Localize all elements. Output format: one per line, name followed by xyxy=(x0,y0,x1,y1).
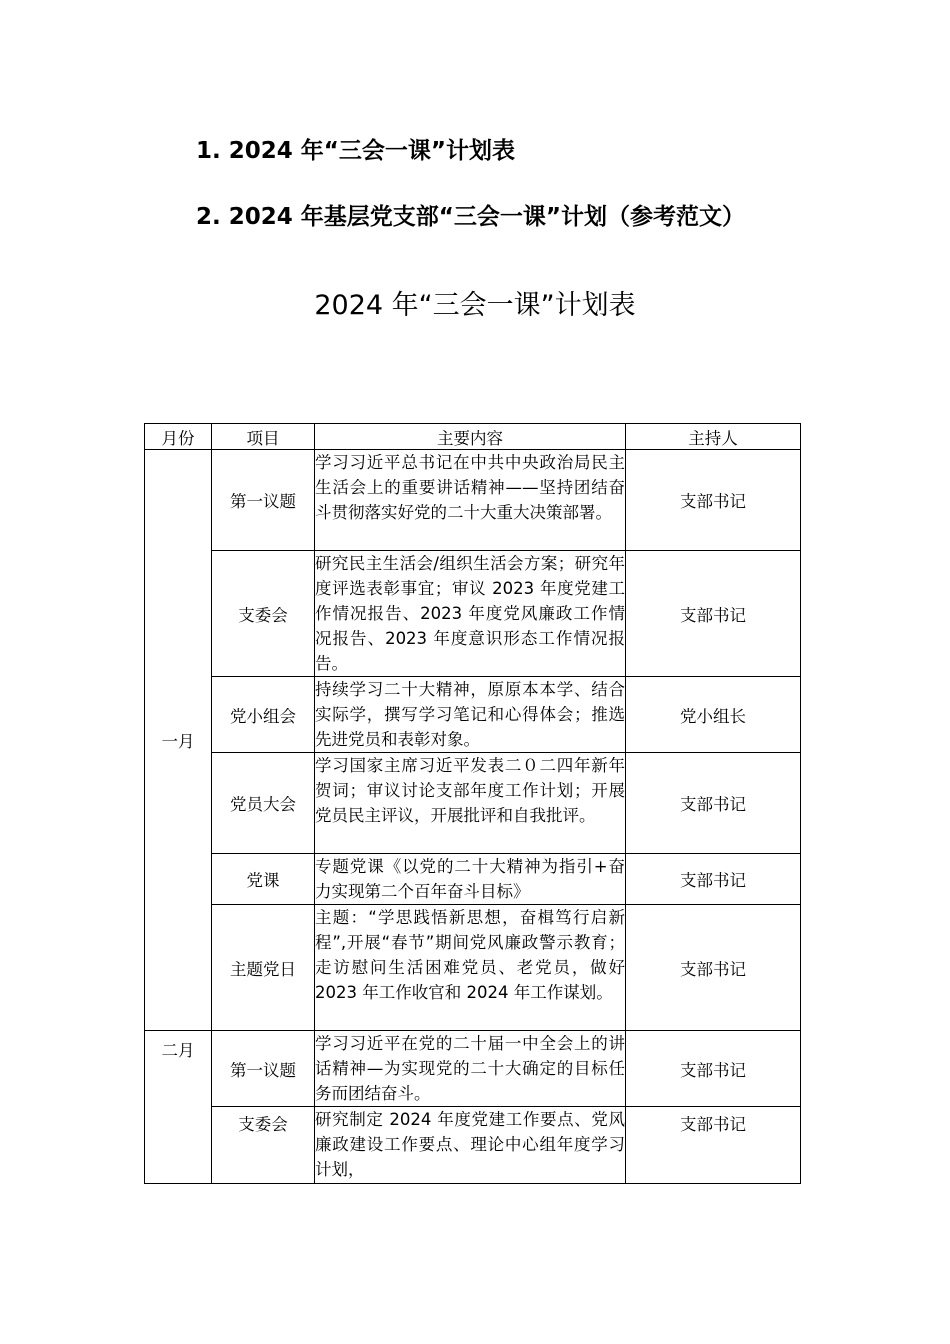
item-cell: 支委会 xyxy=(212,1107,315,1184)
table-row xyxy=(145,1107,801,1184)
item-cell: 支委会 xyxy=(212,551,315,677)
host-cell: 党小组长 xyxy=(626,677,801,753)
content-cell: 学习习近平在党的二十届一中全会上的讲话精神—为实现党的二十大确定的目标任务而团结奋斗。 xyxy=(315,1031,626,1107)
toc-entry-2[interactable]: 2. 2024 年基层党支部“三会一课”计划（参考范文） xyxy=(196,204,746,230)
content-cell: 专题党课《以党的二十大精神为指引+奋力实现第二个百年奋斗目标》 xyxy=(315,854,626,905)
host-cell: 支部书记 xyxy=(626,905,801,1031)
table-row xyxy=(145,551,801,677)
content-cell: 主题：“学思践悟新思想，奋楫笃行启新程”,开展“春节”期间党风廉政警示教育；走访慰问生活困难党员、老党员，做好 2023 年工作收官和 2024 年工作谋划。 xyxy=(315,905,626,1031)
table-row xyxy=(145,1031,801,1107)
plan-table xyxy=(144,423,801,1184)
host-cell: 支部书记 xyxy=(626,450,801,551)
item-cell: 第一议题 xyxy=(212,450,315,551)
item-cell: 党课 xyxy=(212,854,315,905)
table-row xyxy=(145,450,801,551)
host-cell: 支部书记 xyxy=(626,854,801,905)
table-row xyxy=(145,905,801,1031)
toc-entry-1[interactable]: 1. 2024 年“三会一课”计划表 xyxy=(196,138,516,164)
page-title: 2024 年“三会一课”计划表 xyxy=(314,290,636,321)
header-month: 月份 xyxy=(145,424,212,450)
item-cell: 党员大会 xyxy=(212,753,315,854)
table-header-row xyxy=(145,424,801,450)
host-cell: 支部书记 xyxy=(626,753,801,854)
month-cell-february: 二月 xyxy=(145,1031,212,1184)
host-cell: 支部书记 xyxy=(626,551,801,677)
table-row xyxy=(145,854,801,905)
header-content: 主要内容 xyxy=(315,424,626,450)
content-cell: 学习国家主席习近平发表二０二四年新年贺词；审议讨论支部年度工作计划；开展党员民主评议，开展批评和自我批评。 xyxy=(315,753,626,854)
host-cell: 支部书记 xyxy=(626,1031,801,1107)
content-cell: 持续学习二十大精神，原原本本学、结合实际学，撰写学习笔记和心得体会；推选先进党员和表彰对象。 xyxy=(315,677,626,753)
table-row xyxy=(145,753,801,854)
table-row xyxy=(145,677,801,753)
content-cell: 研究民主生活会/组织生活会方案；研究年度评选表彰事宜；审议 2023 年度党建工作情况报告、2023 年度党风廉政工作情况报告、2023 年度意识形态工作情况报告。 xyxy=(315,551,626,677)
host-cell: 支部书记 xyxy=(626,1107,801,1184)
header-host: 主持人 xyxy=(626,424,801,450)
content-cell: 学习习近平总书记在中共中央政治局民主生活会上的重要讲话精神——坚持团结奋斗贯彻落实好党的二十大重大决策部署。 xyxy=(315,450,626,551)
item-cell: 第一议题 xyxy=(212,1031,315,1107)
month-cell-january: 一月 xyxy=(145,450,212,1031)
item-cell: 主题党日 xyxy=(212,905,315,1031)
content-cell: 研究制定 2024 年度党建工作要点、党风廉政建设工作要点、理论中心组年度学习计划， xyxy=(315,1107,626,1184)
header-item: 项目 xyxy=(212,424,315,450)
item-cell: 党小组会 xyxy=(212,677,315,753)
